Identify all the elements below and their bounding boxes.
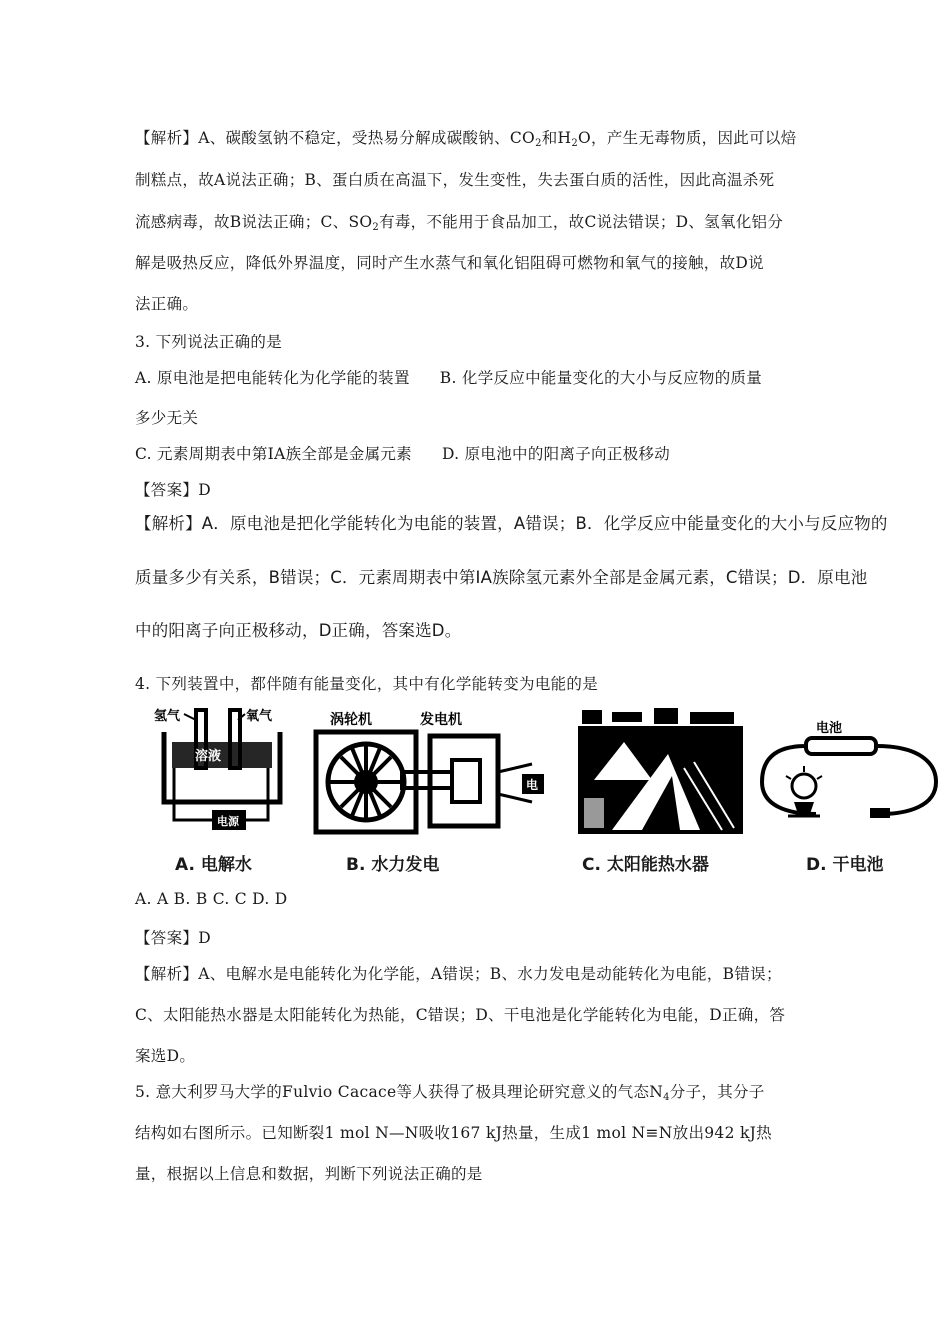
q3-option-row-1	[135, 366, 762, 388]
q3-option-c: C. 元素周期表中第ⅠA族全部是金属元素	[135, 445, 412, 463]
q3-answer: 【答案】D	[135, 481, 211, 499]
q3-option-a: A. 原电池是把电能转化为化学能的装置	[135, 369, 410, 387]
q3-option-row-2	[135, 442, 670, 464]
caption-b: B. 水力发电	[346, 855, 440, 875]
q3-analysis-line-2: 质量多少有关系，B错误；C．元素周期表中第ⅠA族除氢元素外全部是金属元素，C错误；D．原电池	[135, 568, 868, 587]
electrolysis-diagram	[150, 702, 290, 842]
q4-options: A. A B. B C. C D. D	[135, 890, 288, 908]
power-label: 电源	[217, 815, 239, 828]
figure-electrolysis	[150, 702, 290, 877]
figure-hydropower	[310, 702, 550, 877]
prev-analysis-line-5: 法正确。	[135, 295, 199, 313]
figure-dry-cell	[758, 702, 943, 877]
q4-answer: 【答案】D	[135, 929, 211, 947]
prev-analysis-line-1: 【解析】A、碳酸氢钠不稳定，受热易分解成碳酸钠、$CO_2$和$H_2O$，产生无毒物质，因此可以焙	[135, 129, 797, 149]
q4-figure-row	[135, 702, 884, 877]
q3-option-b: B. 化学反应中能量变化的大小与反应物的质量	[439, 369, 763, 387]
caption-a: A. 电解水	[175, 855, 252, 875]
q5-stem-line-2: 结构如右图所示。已知断裂1 mol N—N吸收167 kJ热量，生成1 mol N≡N放出942 kJ热	[135, 1124, 772, 1142]
q3-analysis-line-3: 中的阳离子向正极移动，D正确，答案选D。	[135, 621, 462, 640]
caption-c: C. 太阳能热水器	[582, 855, 709, 875]
solar-heater-image	[572, 702, 752, 842]
q4-analysis-line-3: 案选D。	[135, 1047, 196, 1065]
q3-option-b-continued: 多少无关	[135, 409, 199, 427]
q3-stem: 3. 下列说法正确的是	[135, 333, 283, 351]
hydropower-diagram	[310, 702, 550, 842]
turbine-label: 涡轮机	[330, 712, 372, 728]
q4-analysis-line-1: 【解析】A、电解水是电能转化为化学能，A错误；B、水力发电是动能转化为电能，B错误；	[135, 965, 782, 983]
q4-analysis-line-2: C、太阳能热水器是太阳能转化为热能，C错误；D、干电池是化学能转化为电能，D正确，答	[135, 1006, 786, 1024]
prev-analysis-line-2: 制糕点，故A说法正确；B、蛋白质在高温下，发生变性，失去蛋白质的活性，因此高温杀死	[135, 171, 775, 189]
battery-label: 电池	[816, 721, 843, 736]
figure-solar-heater	[572, 702, 752, 877]
generator-label: 发电机	[420, 712, 462, 728]
output-label: 电	[526, 778, 539, 792]
dry-cell-circuit	[758, 702, 943, 842]
q5-stem-line-1: 5. 意大利罗马大学的Fulvio Cacace等人获得了极具理论研究意义的气态$N_4$分子，其分子	[135, 1083, 765, 1103]
caption-d: D. 干电池	[806, 855, 884, 875]
q5-stem-line-3: 量，根据以上信息和数据，判断下列说法正确的是	[135, 1165, 483, 1183]
oxygen-label: 氧气	[246, 709, 273, 724]
q3-option-d: D. 原电池中的阳离子向正极移动	[441, 445, 671, 463]
prev-analysis-line-3: 流感病毒，故B说法正确；C、$SO_2$有毒，不能用于食品加工，故C说法错误；D、氢氧化铝分	[135, 213, 784, 233]
prev-analysis-line-4: 解是吸热反应，降低外界温度，同时产生水蒸气和氧化铝阻碍可燃物和氧气的接触，故D说	[135, 254, 764, 272]
solution-label: 溶液	[195, 749, 222, 764]
hydrogen-label: 氢气	[154, 709, 181, 724]
q4-stem: 4. 下列装置中，都伴随有能量变化，其中有化学能转变为电能的是	[135, 675, 599, 693]
q3-analysis-line-1: 【解析】A．原电池是把化学能转化为电能的装置，A错误；B．化学反应中能量变化的大小与反应物的	[135, 514, 888, 533]
